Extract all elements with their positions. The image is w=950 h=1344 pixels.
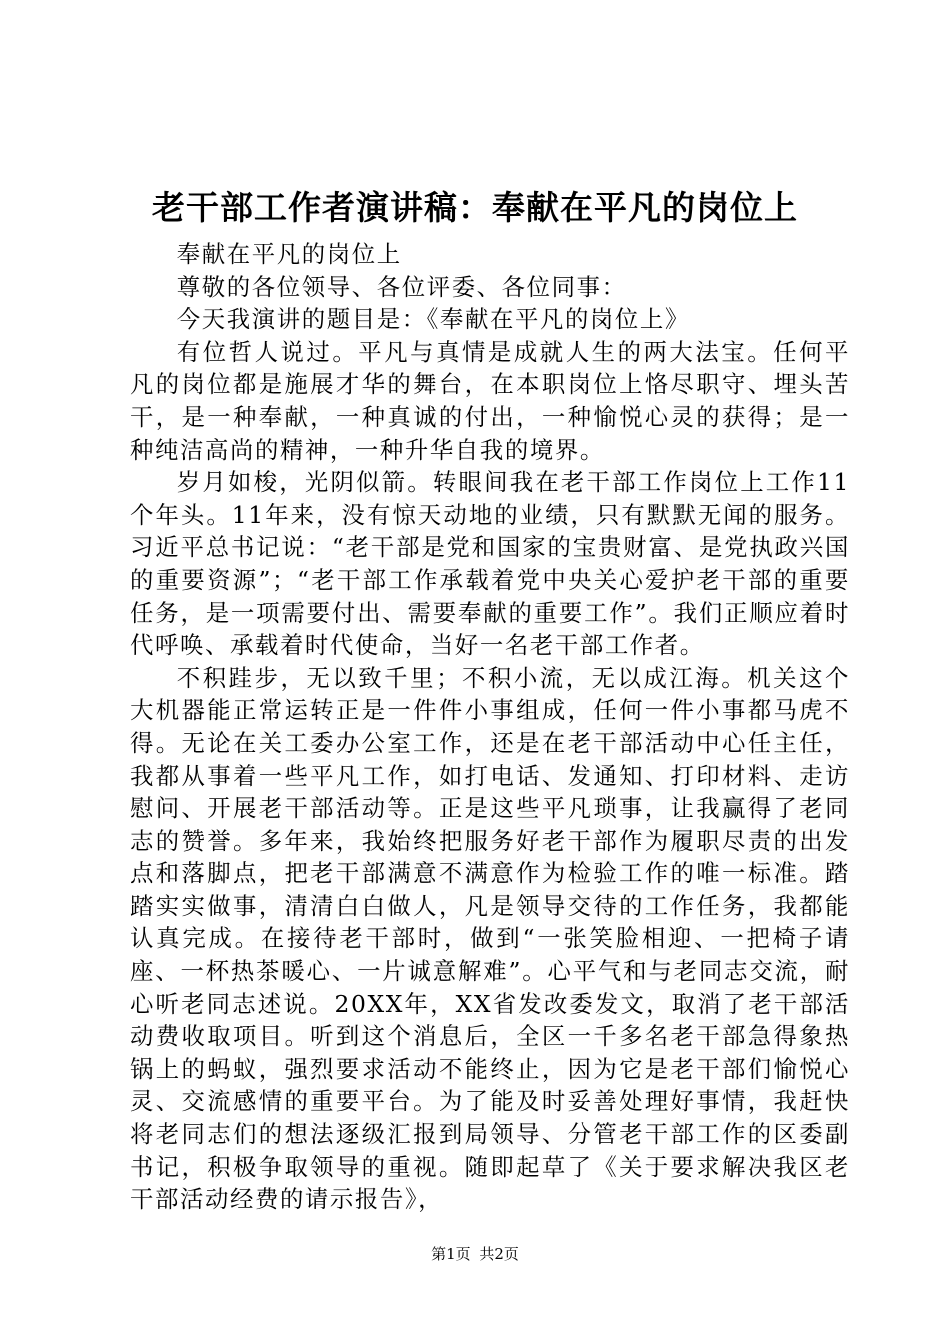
document-body <box>130 238 850 1216</box>
paragraph-body: 岁月如梭，光阴似箭。转眼间我在老干部工作岗位上工作11个年头。11年来，没有惊天动地的业绩，只有默默无闻的服务。习近平总书记说：“老干部是党和国家的宝贵财富、是党执政兴国的重要资源”；“老干部工作承载着党中央关心爱护老干部的重要任务，是一项需要付出、需要奉献的重要工作”。我们正顺应着时代呼唤、承载着时代使命，当好一名老干部工作者。 <box>130 468 850 660</box>
paragraph-salutation: 尊敬的各位领导、各位评委、各位同事： <box>176 272 627 301</box>
page-footer <box>0 1244 950 1264</box>
paragraph-body: 不积跬步，无以致千里；不积小流，无以成江海。机关这个大机器能正常运转正是一件件小事组成，任何一件小事都马虎不得。无论在关工委办公室工作，还是在老干部活动中心任主任，我都从事着一些平凡工作，如打电话、发通知、打印材料、走访慰问、开展老干部活动等。正是这些平凡琐事，让我赢得了老同志的赞誉。多年来，我始终把服务好老干部作为履职尽责的出发点和落脚点，把老干部满意不满意作为检验工作的唯一标准。踏踏实实做事，清清白白做人，凡是领导交待的工作任务，我都能认真完成。在接待老干部时，做到“一张笑脸相迎、一把椅子请座、一杯热茶暖心、一片诚意解难”。心平气和与老同志交流，耐心听老同志述说。20XX年，XX省发改委发文，取消了老干部活动费收取项目。听到这个消息后，全区一千多名老干部急得象热锅上的蚂蚁，强烈要求活动不能终止，因为它是老干部们愉悦心灵、交流感情的重要平台。为了能及时妥善处理好事情，我赶快将老同志们的想法逐级汇报到局领导、分管老干部工作的区委副书记，积极争取领导的重视。随即起草了《关于要求解决我区老干部活动经费的请示报告》， <box>130 663 850 1214</box>
paragraph-topic: 今天我演讲的题目是：《奉献在平凡的岗位上》 <box>176 305 690 334</box>
document-title: 老干部工作者演讲稿：奉献在平凡的岗位上 <box>152 188 798 227</box>
paragraph-subtitle: 奉献在平凡的岗位上 <box>176 240 402 268</box>
page-number: 第1页 <box>431 1245 471 1263</box>
page-total: 共2页 <box>479 1245 519 1263</box>
paragraph-body: 有位哲人说过。平凡与真情是成就人生的两大法宝。任何平凡的岗位都是施展才华的舞台，在本职岗位上恪尽职守、埋头苦干，是一种奉献，一种真诚的付出，一种愉悦心灵的获得；是一种纯洁高尚的精神，一种升华自我的境界。 <box>130 337 850 464</box>
